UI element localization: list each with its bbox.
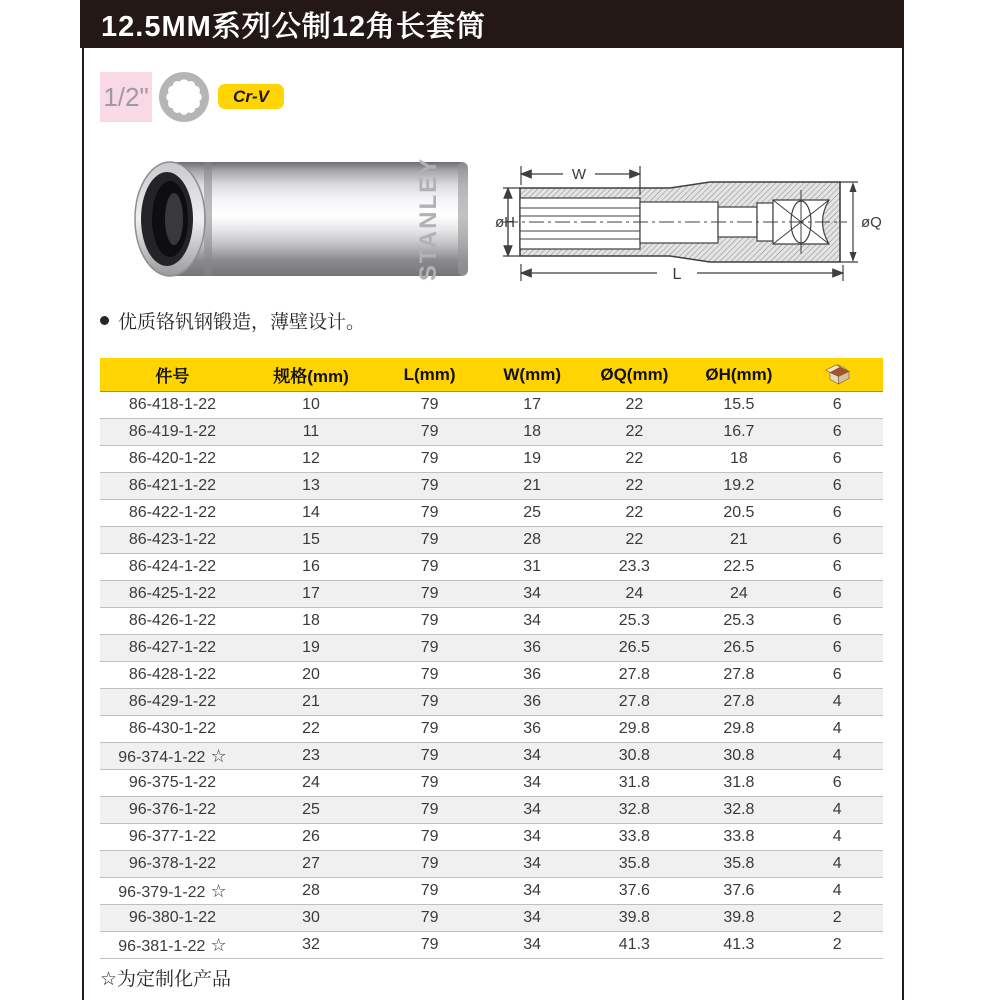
- product-photo: [118, 150, 488, 290]
- col-header-oq: ØQ(mm): [600, 364, 669, 384]
- w-cell: 34: [523, 936, 542, 953]
- w-cell: 34: [523, 612, 542, 629]
- oh-cell: 26.5: [723, 639, 755, 656]
- table-row: [100, 419, 883, 446]
- qty-cell: 6: [832, 774, 842, 791]
- length-cell: 79: [420, 423, 439, 440]
- table-row: [100, 716, 883, 743]
- spec-cell: 22: [302, 720, 320, 737]
- oh-cell: 20.5: [723, 504, 755, 521]
- spec-cell: 12: [302, 450, 320, 467]
- qty-cell: 6: [832, 477, 842, 494]
- drive-size-badge: [100, 72, 152, 122]
- spec-cell: 27: [302, 855, 320, 872]
- qty-cell: 6: [832, 558, 842, 575]
- spec-cell: 19: [302, 639, 320, 656]
- length-cell: 79: [420, 693, 439, 710]
- oh-cell: 35.8: [723, 855, 755, 872]
- table-row: [100, 905, 883, 932]
- oq-cell: 22: [625, 423, 644, 440]
- table-row: [100, 932, 883, 959]
- oq-cell: 22: [625, 450, 644, 467]
- oh-cell: 19.2: [723, 477, 755, 494]
- oq-cell: 24: [625, 585, 644, 602]
- oq-cell: 25.3: [618, 612, 650, 629]
- w-cell: 36: [523, 720, 542, 737]
- length-cell: 79: [420, 747, 439, 764]
- table-row: [100, 635, 883, 662]
- col-header-w: W(mm): [503, 364, 561, 384]
- spec-table: [100, 358, 883, 959]
- spec-cell: 17: [302, 585, 320, 602]
- page-title: 12.5MM系列公制12角长套筒: [101, 10, 487, 43]
- length-cell: 79: [420, 450, 439, 467]
- w-cell: 34: [523, 801, 542, 818]
- length-cell: 79: [420, 774, 439, 791]
- w-cell: 36: [523, 693, 542, 710]
- oh-cell: 27.8: [723, 693, 755, 710]
- spec-cell: 28: [302, 882, 320, 899]
- oh-cell: 41.3: [723, 936, 755, 953]
- length-cell: 79: [420, 612, 439, 629]
- part-number-cell: 86-423-1-22: [128, 531, 216, 548]
- qty-cell: 6: [832, 612, 842, 629]
- qty-cell: 4: [832, 801, 842, 818]
- qty-cell: 6: [832, 423, 842, 440]
- oq-cell: 22: [625, 504, 644, 521]
- qty-cell: 2: [832, 909, 842, 926]
- part-number-cell: 96-379-1-22 ☆: [118, 880, 227, 901]
- length-cell: 79: [420, 801, 439, 818]
- qty-cell: 6: [832, 639, 842, 656]
- w-cell: 34: [523, 828, 542, 845]
- oq-cell: 31.8: [618, 774, 650, 791]
- table-row: [100, 689, 883, 716]
- length-cell: 79: [420, 504, 439, 521]
- oq-cell: 22: [625, 531, 644, 548]
- oh-cell: 30.8: [723, 747, 755, 764]
- table-row: [100, 770, 883, 797]
- spec-cell: 11: [302, 423, 320, 440]
- part-number-cell: 96-377-1-22: [128, 828, 216, 845]
- qty-cell: 6: [832, 585, 842, 602]
- length-cell: 79: [420, 666, 439, 683]
- oh-cell: 29.8: [723, 720, 755, 737]
- oq-cell: 22: [625, 396, 644, 413]
- table-row: [100, 473, 883, 500]
- w-cell: 19: [523, 450, 542, 467]
- spec-cell: 23: [302, 747, 320, 764]
- twelve-point-socket-icon: [156, 69, 212, 125]
- part-number-cell: 86-418-1-22: [128, 396, 216, 413]
- oq-cell: 41.3: [618, 936, 650, 953]
- table-row: [100, 608, 883, 635]
- w-cell: 34: [523, 909, 542, 926]
- part-number-cell: 86-422-1-22: [128, 504, 216, 521]
- custom-product-star-icon: ☆: [210, 880, 227, 901]
- table-row: [100, 527, 883, 554]
- spec-cell: 25: [302, 801, 320, 818]
- part-number-cell: 86-421-1-22: [128, 477, 216, 494]
- spec-cell: 32: [302, 936, 320, 953]
- w-cell: 34: [523, 585, 542, 602]
- table-row: [100, 581, 883, 608]
- oh-cell: 15.5: [723, 396, 755, 413]
- oq-cell: 32.8: [618, 801, 650, 818]
- oh-cell: 37.6: [723, 882, 755, 899]
- w-cell: 17: [523, 396, 542, 413]
- title-bar: [80, 0, 904, 48]
- col-header-qty: [791, 364, 883, 385]
- oq-cell: 33.8: [618, 828, 650, 845]
- table-row: [100, 797, 883, 824]
- part-number-cell: 96-380-1-22: [128, 909, 216, 926]
- dim-label-l: L: [672, 266, 682, 283]
- part-number-cell: 86-425-1-22: [128, 585, 216, 602]
- oq-cell: 35.8: [618, 855, 650, 872]
- qty-cell: 4: [832, 693, 842, 710]
- drive-size-label: 1/2": [103, 81, 149, 112]
- w-cell: 18: [523, 423, 542, 440]
- spec-cell: 21: [302, 693, 320, 710]
- table-row: [100, 500, 883, 527]
- qty-cell: 4: [832, 855, 842, 872]
- oh-cell: 16.7: [723, 423, 755, 440]
- oh-cell: 21: [729, 531, 748, 548]
- spec-cell: 26: [302, 828, 320, 845]
- dimension-diagram: [495, 152, 895, 292]
- qty-cell: 6: [832, 396, 842, 413]
- length-cell: 79: [420, 531, 439, 548]
- oq-cell: 30.8: [618, 747, 650, 764]
- spec-cell: 18: [302, 612, 320, 629]
- table-row: [100, 824, 883, 851]
- qty-cell: 4: [832, 882, 842, 899]
- w-cell: 36: [523, 666, 542, 683]
- part-number-cell: 86-424-1-22: [128, 558, 216, 575]
- table-row: [100, 554, 883, 581]
- oh-cell: 31.8: [723, 774, 755, 791]
- part-number-cell: 86-428-1-22: [128, 666, 216, 683]
- crv-badge: Cr-V: [218, 84, 284, 109]
- col-header-spec: 规格(mm): [273, 367, 349, 386]
- bullet-icon: [100, 316, 109, 325]
- length-cell: 79: [420, 639, 439, 656]
- qty-cell: 4: [832, 747, 842, 764]
- part-number-cell: 86-427-1-22: [128, 639, 216, 656]
- w-cell: 28: [523, 531, 542, 548]
- length-cell: 79: [420, 882, 439, 899]
- w-cell: 31: [523, 558, 542, 575]
- qty-cell: 4: [832, 720, 842, 737]
- w-cell: 34: [523, 882, 542, 899]
- oq-cell: 39.8: [618, 909, 650, 926]
- table-row: [100, 446, 883, 473]
- footnote: ☆为定制化产品: [100, 969, 232, 990]
- w-cell: 36: [523, 639, 542, 656]
- part-number-cell: 86-429-1-22: [128, 693, 216, 710]
- part-number-cell: 86-419-1-22: [128, 423, 216, 440]
- part-number-cell: 86-420-1-22: [128, 450, 216, 467]
- left-page-rule: [82, 48, 84, 1000]
- table-header-row: [100, 358, 883, 392]
- spec-cell: 24: [302, 774, 320, 791]
- feature-bullet-text: 优质铬钒钢锻造，薄壁设计。: [118, 312, 366, 333]
- spec-cell: 30: [302, 909, 320, 926]
- oq-cell: 22: [625, 477, 644, 494]
- dim-label-oh: øH: [495, 214, 515, 231]
- table-row: [100, 851, 883, 878]
- oh-cell: 24: [729, 585, 748, 602]
- table-row: [100, 662, 883, 689]
- table-row: [100, 392, 883, 419]
- oh-cell: 25.3: [723, 612, 755, 629]
- spec-cell: 14: [302, 504, 320, 521]
- length-cell: 79: [420, 396, 439, 413]
- spec-cell: 20: [302, 666, 320, 683]
- oq-cell: 27.8: [618, 666, 650, 683]
- qty-cell: 6: [832, 504, 842, 521]
- oh-cell: 18: [729, 450, 748, 467]
- length-cell: 79: [420, 828, 439, 845]
- carton-icon: [824, 364, 851, 385]
- part-number-cell: 86-430-1-22: [128, 720, 216, 737]
- oq-cell: 27.8: [618, 693, 650, 710]
- spec-cell: 15: [302, 531, 320, 548]
- oh-cell: 27.8: [723, 666, 755, 683]
- part-number-cell: 96-374-1-22 ☆: [118, 745, 227, 766]
- oq-cell: 37.6: [618, 882, 650, 899]
- part-number-cell: 96-375-1-22: [128, 774, 216, 791]
- spec-cell: 13: [302, 477, 320, 494]
- oh-cell: 32.8: [723, 801, 755, 818]
- length-cell: 79: [420, 558, 439, 575]
- custom-product-star-icon: ☆: [210, 934, 227, 955]
- w-cell: 34: [523, 774, 542, 791]
- table-row: [100, 878, 883, 905]
- length-cell: 79: [420, 720, 439, 737]
- qty-cell: 4: [832, 828, 842, 845]
- w-cell: 21: [523, 477, 542, 494]
- part-number-cell: 96-378-1-22: [128, 855, 216, 872]
- spec-cell: 10: [302, 396, 320, 413]
- length-cell: 79: [420, 909, 439, 926]
- length-cell: 79: [420, 936, 439, 953]
- spec-cell: 16: [302, 558, 320, 575]
- length-cell: 79: [420, 477, 439, 494]
- spec-table-body: [100, 392, 883, 959]
- dim-label-oq: øQ: [861, 214, 882, 231]
- oq-cell: 23.3: [618, 558, 650, 575]
- qty-cell: 6: [832, 450, 842, 467]
- part-number-cell: 86-426-1-22: [128, 612, 216, 629]
- oh-cell: 22.5: [723, 558, 755, 575]
- col-header-oh: ØH(mm): [705, 364, 773, 384]
- dim-label-w: W: [571, 166, 587, 183]
- feature-bullet: [100, 307, 365, 334]
- oq-cell: 26.5: [618, 639, 650, 656]
- part-number-cell: 96-381-1-22 ☆: [118, 934, 227, 955]
- col-header-l: L(mm): [403, 364, 456, 384]
- col-header-part: 件号: [155, 367, 190, 386]
- qty-cell: 6: [832, 531, 842, 548]
- w-cell: 25: [523, 504, 542, 521]
- w-cell: 34: [523, 747, 542, 764]
- length-cell: 79: [420, 585, 439, 602]
- oq-cell: 29.8: [618, 720, 650, 737]
- part-number-cell: 96-376-1-22: [128, 801, 216, 818]
- qty-cell: 6: [832, 666, 842, 683]
- brand-engraving: STANLEY: [415, 156, 442, 282]
- custom-product-star-icon: ☆: [210, 745, 227, 766]
- w-cell: 34: [523, 855, 542, 872]
- oh-cell: 33.8: [723, 828, 755, 845]
- table-row: [100, 743, 883, 770]
- length-cell: 79: [420, 855, 439, 872]
- oh-cell: 39.8: [723, 909, 755, 926]
- right-page-rule: [902, 0, 904, 1000]
- qty-cell: 2: [832, 936, 842, 953]
